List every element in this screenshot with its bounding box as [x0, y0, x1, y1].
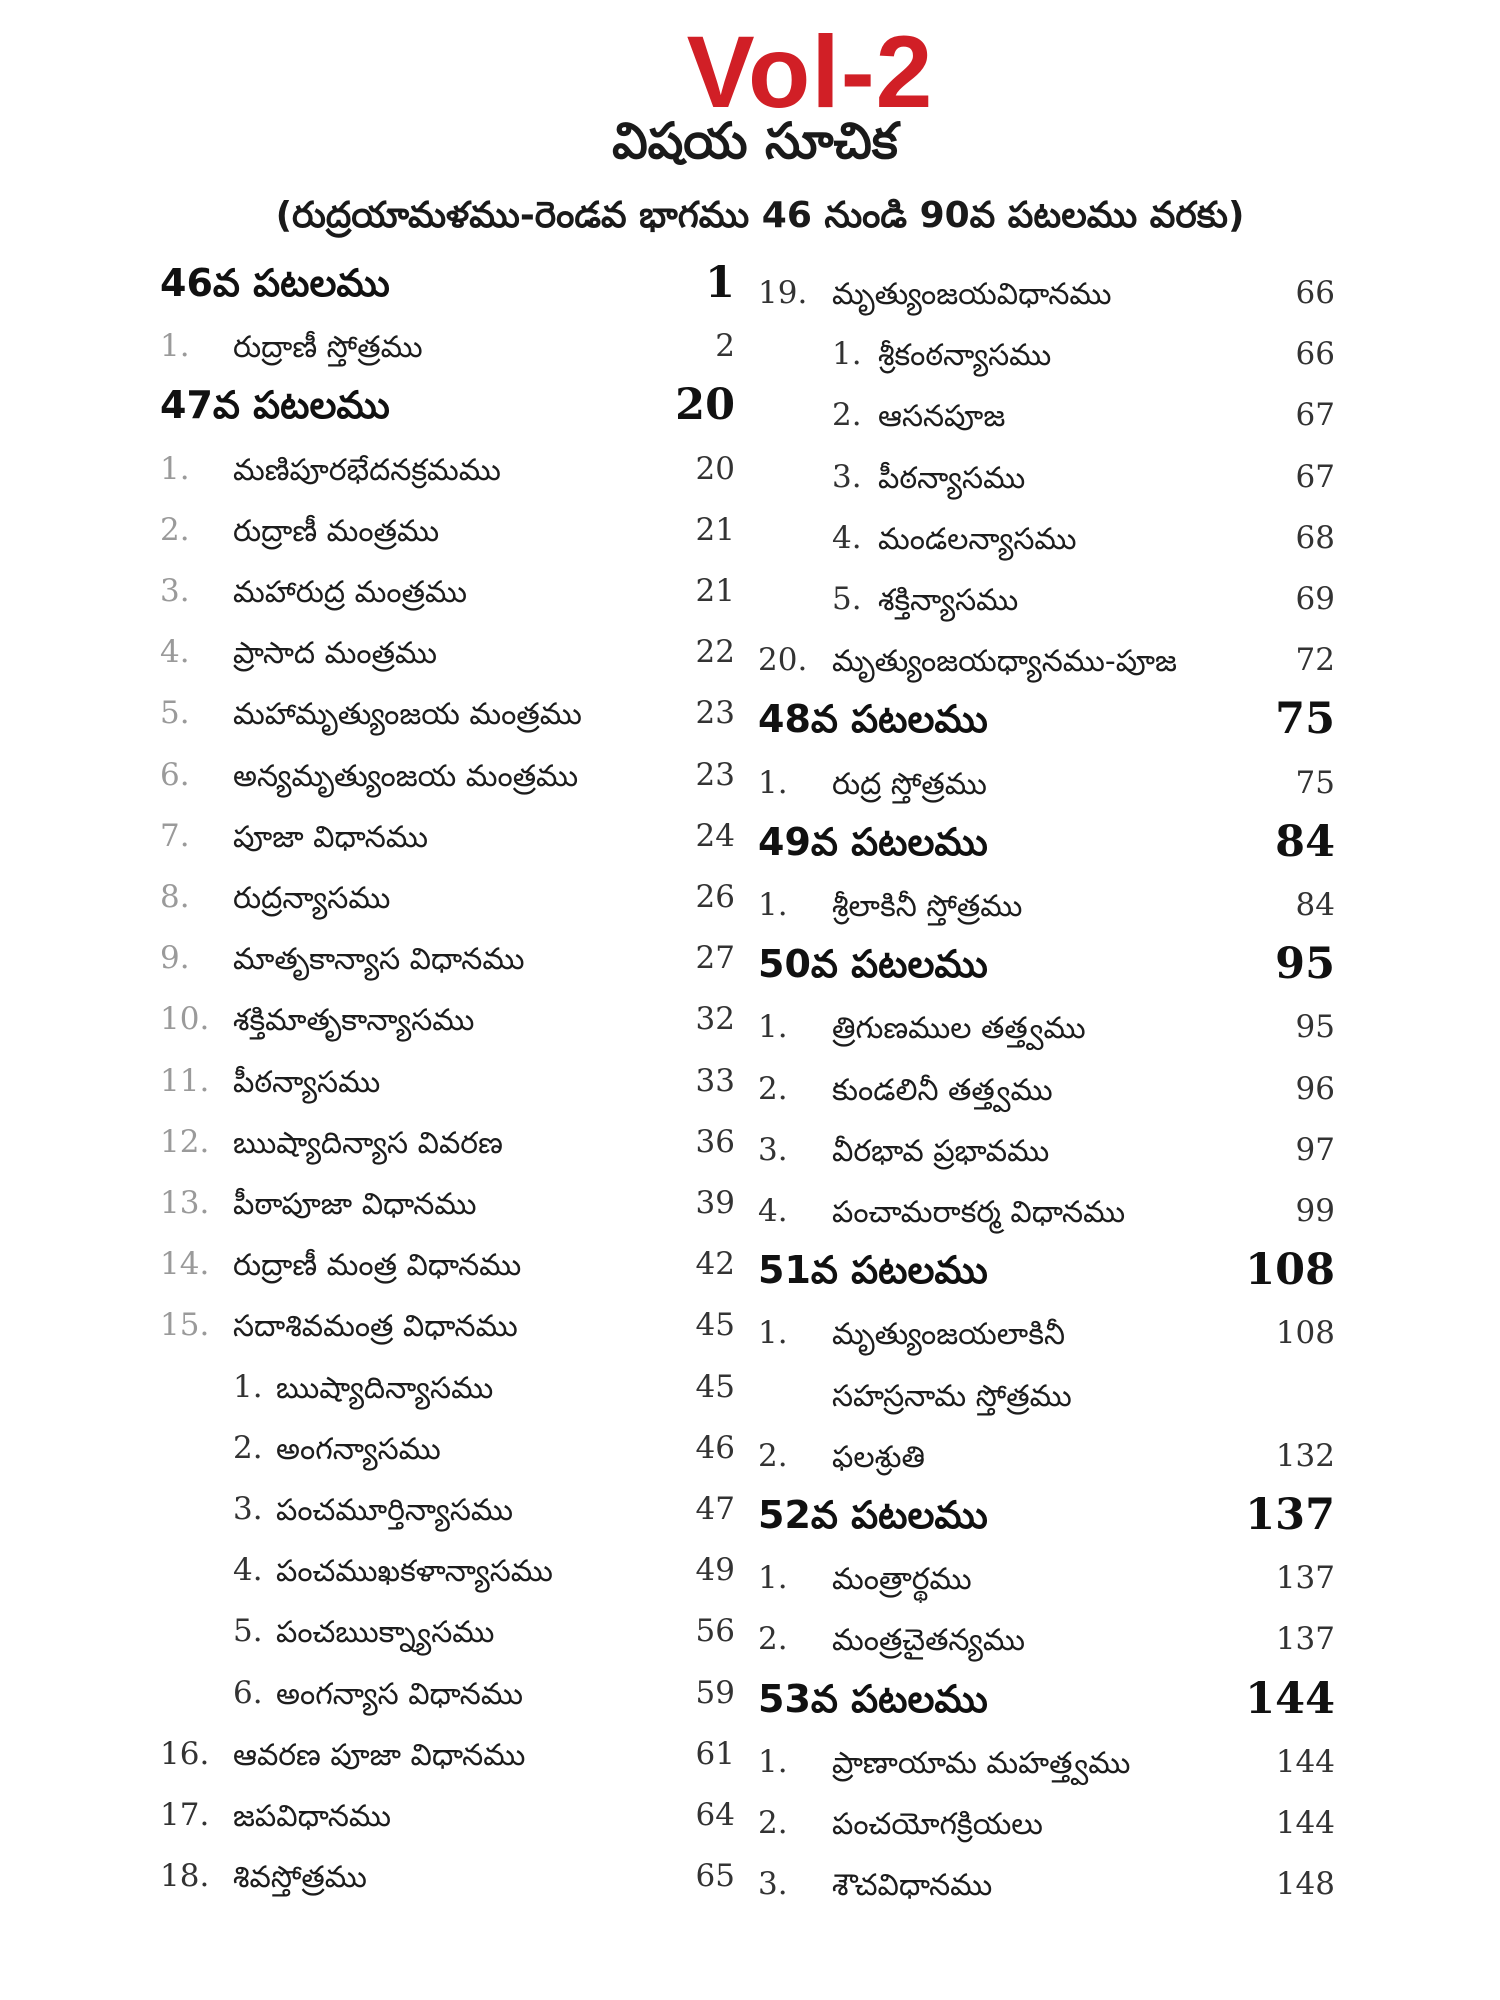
entry-title: ఋష్యాదిన్యాస వివరణ: [233, 1125, 503, 1161]
entry-title: ఆవరణ పూజా విధానము: [233, 1737, 526, 1773]
page-number: 68: [1295, 519, 1335, 556]
entry-number: 6.: [160, 756, 190, 793]
page-number: 67: [1295, 397, 1335, 434]
page-number: 39: [695, 1185, 735, 1221]
entry-number: 4.: [233, 1552, 263, 1589]
page-number: 144: [1245, 1673, 1335, 1724]
entry-title: ఆసనపూజ: [878, 399, 1006, 435]
page-number: 137: [1275, 1560, 1335, 1597]
entry-number: 1.: [758, 1743, 788, 1780]
entry-number: 6.: [233, 1674, 263, 1711]
entry-title: వీరభావ ప్రభావము: [832, 1133, 1050, 1169]
page-number: 27: [695, 940, 735, 977]
entry-title: అన్యమృత్యుంజయ మంత్రము: [233, 758, 579, 794]
page-number: 21: [695, 573, 735, 609]
entry-title: సదాశివమంత్ర విధానము: [233, 1309, 518, 1345]
entry-number: 18.: [160, 1858, 210, 1895]
page-number: 144: [1275, 1743, 1335, 1780]
entry-number: 4.: [160, 634, 190, 671]
subject-index-heading: విషయ సూచిక: [612, 112, 898, 170]
entry-number: 1.: [160, 450, 190, 487]
entry-title: 49వ పటలము: [758, 819, 988, 864]
page-number: 72: [1295, 642, 1335, 679]
volume-title: Vol-2: [686, 15, 934, 129]
entry-title: 53వ పటలము: [758, 1676, 988, 1721]
entry-title: మృత్యుంజయవిధానము: [832, 277, 1112, 312]
page-number: 144: [1275, 1805, 1335, 1841]
entry-title: పంచామరాకర్మ విధానము: [832, 1195, 1126, 1230]
entry-number: 8.: [160, 879, 190, 915]
page-number: 59: [695, 1674, 735, 1711]
page-number: 148: [1275, 1866, 1335, 1903]
page-number: 69: [1295, 581, 1335, 617]
entry-title: మంత్రార్థము: [832, 1562, 972, 1598]
entry-title: మహామృత్యుంజయ మంత్రము: [233, 697, 582, 733]
entry-title: అంగన్యాస విధానము: [276, 1676, 523, 1712]
page-number: 84: [1295, 887, 1335, 923]
entry-number: 15.: [160, 1307, 210, 1344]
entry-number: 7.: [160, 817, 190, 854]
page-number: 67: [1295, 458, 1335, 495]
page-number: 36: [695, 1123, 735, 1160]
entry-title: శక్తిన్యాసము: [878, 583, 1019, 618]
entry-title: కుండలినీ తత్త్వము: [832, 1072, 1053, 1108]
entry-number: 3.: [758, 1866, 788, 1903]
entry-number: 3.: [160, 573, 190, 609]
entry-title: మంత్రచైతన్యము: [832, 1623, 1026, 1659]
entry-title: మండలన్యాసము: [878, 521, 1077, 557]
page-number: 108: [1245, 1245, 1335, 1296]
page-number: 56: [695, 1613, 735, 1650]
page-number: 46: [695, 1429, 735, 1466]
entry-number: 20.: [758, 642, 808, 679]
entry-number: 2.: [758, 1437, 788, 1474]
entry-number: 2.: [160, 511, 190, 548]
entry-title: మృత్యుంజయధ్యానము-పూజ: [832, 644, 1177, 680]
entry-title: త్రిగుణముల తత్త్వము: [832, 1011, 1086, 1047]
page-number: 108: [1275, 1315, 1335, 1352]
page-number: 95: [1275, 939, 1335, 990]
page-number: 23: [695, 756, 735, 793]
entry-number: 10.: [160, 1001, 210, 1038]
entry-title: పీఠన్యాసము: [878, 460, 1026, 496]
entry-number: 3.: [832, 458, 862, 495]
entry-number: 14.: [160, 1246, 210, 1283]
entry-title: రుద్రాణీ మంత్రము: [233, 513, 440, 549]
entry-title: శౌచవిధానము: [832, 1868, 993, 1904]
page-number: 23: [695, 695, 735, 732]
entry-number: 5.: [233, 1613, 263, 1650]
entry-number: 5.: [160, 695, 190, 732]
page-number: 61: [695, 1735, 735, 1772]
entry-title: ప్రాసాద మంత్రము: [233, 636, 438, 672]
page-number: 75: [1295, 764, 1335, 801]
entry-number: 11.: [160, 1062, 210, 1099]
page-number: 26: [695, 879, 735, 915]
page-number: 33: [695, 1062, 735, 1099]
entry-number: 5.: [832, 581, 862, 617]
page-number: 95: [1295, 1009, 1335, 1046]
range-note: (రుద్రయామళము-రెండవ భాగము 46 నుండి 90వ పటలము వరకు): [275, 195, 1245, 236]
entry-title: 52వ పటలము: [758, 1493, 988, 1537]
page-number: 22: [695, 634, 735, 671]
entry-number: 17.: [160, 1797, 210, 1833]
page-number: 45: [695, 1368, 735, 1405]
entry-title: 47వ పటలము: [160, 383, 390, 428]
entry-title: శ్రీలాకినీ స్తోత్రము: [832, 889, 1023, 924]
entry-title: రుద్రాణీ స్తోత్రము: [233, 330, 423, 366]
entry-title: రుద్రాణీ మంత్ర విధానము: [233, 1248, 522, 1284]
page-number: 32: [695, 1001, 735, 1038]
page-number: 42: [695, 1246, 735, 1283]
page-number: 1: [705, 258, 735, 308]
entry-number: 3.: [758, 1131, 788, 1168]
entry-title: పంచయోగక్రియలు: [832, 1807, 1043, 1842]
entry-number: 3.: [233, 1491, 263, 1527]
page-number: 24: [695, 817, 735, 854]
entry-title: 50వ పటలము: [758, 942, 988, 987]
page-number: 75: [1275, 694, 1335, 745]
entry-number: 2.: [758, 1621, 788, 1658]
page-number: 64: [695, 1797, 735, 1833]
entry-number: 2.: [233, 1429, 263, 1466]
entry-title: జపవిధానము: [233, 1799, 392, 1834]
entry-title: ప్రాణాయామ మహత్త్వము: [832, 1745, 1131, 1781]
entry-title: సహస్రనామ స్తోత్రము: [832, 1378, 1072, 1414]
page-number: 65: [695, 1858, 735, 1895]
page-number: 20: [695, 450, 735, 487]
page-number: 66: [1295, 336, 1335, 373]
entry-title: పీఠన్యాసము: [233, 1064, 381, 1100]
entry-title: మాతృకాన్యాస విధానము: [233, 942, 525, 978]
page-number: 84: [1275, 816, 1335, 867]
entry-number: 1.: [832, 336, 862, 373]
page-number: 132: [1275, 1437, 1335, 1474]
entry-title: 51వ పటలము: [758, 1248, 988, 1293]
entry-number: 19.: [758, 275, 808, 311]
entry-number: 4.: [832, 519, 862, 556]
entry-title: పంచముఖకళాన్యాసము: [276, 1554, 553, 1590]
entry-title: మహారుద్ర మంత్రము: [233, 575, 468, 610]
entry-number: 9.: [160, 940, 190, 977]
entry-title: పీఠాపూజా విధానము: [233, 1187, 477, 1222]
page-number: 47: [695, 1491, 735, 1527]
entry-number: 1.: [758, 887, 788, 923]
entry-title: ఋష్యాదిన్యాసము: [276, 1370, 494, 1406]
entry-number: 1.: [758, 1560, 788, 1597]
entry-title: మృత్యుంజయలాకినీ: [832, 1317, 1066, 1353]
page-number: 49: [695, 1552, 735, 1589]
page-number: 137: [1275, 1621, 1335, 1658]
page-number: 97: [1295, 1131, 1335, 1168]
page-number: 20: [675, 380, 735, 431]
entry-title: పంచఋక్న్యాసము: [276, 1615, 495, 1651]
entry-title: అంగన్యాసము: [276, 1431, 441, 1467]
entry-number: 1.: [233, 1368, 263, 1405]
entry-title: పంచమూర్తిన్యాసము: [276, 1493, 513, 1528]
entry-title: పూజా విధానము: [233, 819, 428, 855]
entry-number: 1.: [160, 328, 190, 365]
page-number: 137: [1245, 1490, 1335, 1540]
entry-title: ఫలశ్రుతి: [832, 1439, 925, 1475]
entry-title: రుద్రన్యాసము: [233, 881, 391, 916]
entry-number: 2.: [758, 1805, 788, 1841]
entry-title: శివస్తోత్రము: [233, 1860, 367, 1896]
page-number: 99: [1295, 1193, 1335, 1229]
page-number: 21: [695, 511, 735, 548]
page-number: 2: [715, 328, 735, 365]
entry-number: 12.: [160, 1123, 210, 1160]
entry-number: 16.: [160, 1735, 210, 1772]
entry-number: 2.: [758, 1070, 788, 1107]
entry-number: 13.: [160, 1185, 210, 1221]
entry-title: 46వ పటలము: [160, 261, 390, 305]
entry-title: శ్రీకంఠన్యాసము: [878, 338, 1052, 374]
page-number: 66: [1295, 275, 1335, 311]
entry-title: మణిపూరభేదనక్రమము: [233, 452, 501, 488]
entry-number: 1.: [758, 764, 788, 801]
page-number: 45: [695, 1307, 735, 1344]
entry-title: రుద్ర స్తోత్రము: [832, 766, 987, 802]
entry-title: శక్తిమాతృకాన్యాసము: [233, 1003, 475, 1039]
entry-number: 1.: [758, 1315, 788, 1352]
entry-number: 4.: [758, 1193, 788, 1229]
entry-number: 1.: [758, 1009, 788, 1046]
page-number: 96: [1295, 1070, 1335, 1107]
entry-number: 2.: [832, 397, 862, 434]
entry-title: 48వ పటలము: [758, 697, 988, 742]
